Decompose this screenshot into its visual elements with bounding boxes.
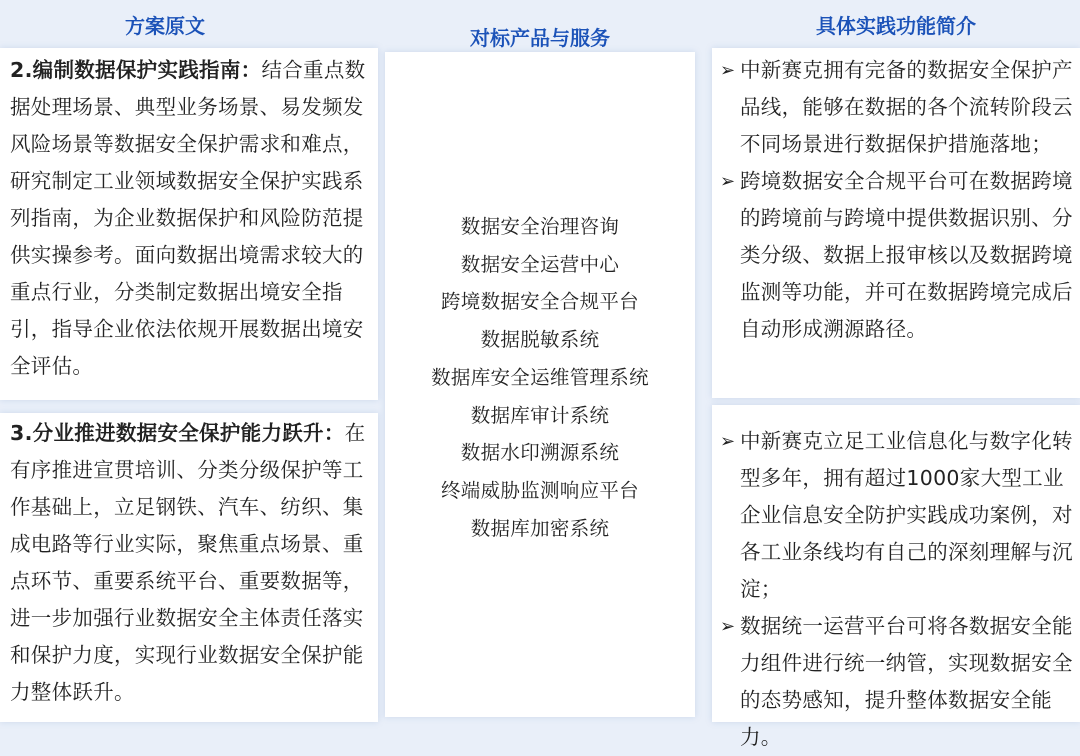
practice-list-item <box>720 608 1074 756</box>
product-item: 数据安全运营中心 <box>460 252 620 276</box>
practice-card-1 <box>712 48 1080 398</box>
original-text-card-2 <box>0 413 378 722</box>
original-text-paragraph-1 <box>10 52 370 385</box>
practice-list-item <box>720 52 1074 163</box>
practice-list-item <box>720 423 1074 608</box>
practice-card-2 <box>712 405 1080 749</box>
practice-item-text: 中新赛克拥有完备的数据安全保护产品线，能够在数据的各个流转阶段云不同场景进行数据保护措施落地； <box>740 58 1073 156</box>
product-item: 数据水印溯源系统 <box>460 441 620 465</box>
original-text-paragraph-2 <box>10 415 370 711</box>
header-original-text: 方案原文 <box>125 13 205 38</box>
paragraph-1-title: 2.编制数据保护实践指南： <box>10 58 262 82</box>
arrow-bullet-icon: ➢ <box>720 60 736 81</box>
product-item: 数据脱敏系统 <box>480 328 600 352</box>
practice-item-text: 中新赛克立足工业信息化与数字化转型多年，拥有超过1000家大型工业企业信息安全防护实践成功案例，对各工业条线均有自己的深刻理解与沉淀； <box>740 429 1073 601</box>
product-item: 数据库审计系统 <box>470 403 610 427</box>
product-item: 数据安全治理咨询 <box>460 215 620 238</box>
original-text-card-1 <box>0 48 378 400</box>
arrow-bullet-icon: ➢ <box>720 431 736 452</box>
arrow-bullet-icon: ➢ <box>720 171 736 192</box>
paragraph-1-body: 结合重点数据处理场景、典型业务场景、易发频发风险场景等数据安全保护需求和难点，研究制定工业领域数据安全保护实践系列指南，为企业数据保护和风险防范提供实操参考。面向数据出境需求较大的重点行业，分类制定数据出境安全指引，指导企业依法依规开展数据出境安全评估。 <box>10 58 366 378</box>
practice-item-text: 跨境数据安全合规平台可在数据跨境的跨境前与跨境中提供数据识别、分类分级、数据上报审核以及数据跨境监测等功能，并可在数据跨境完成后自动形成溯源路径。 <box>740 169 1073 341</box>
practice-item-text: 数据统一运营平台可将各数据安全能力组件进行统一纳管，实现数据安全的态势感知，提升整体数据安全能力。 <box>740 614 1073 749</box>
product-item: 数据库安全运维管理系统 <box>431 365 649 389</box>
product-item: 跨境数据安全合规平台 <box>440 290 639 314</box>
header-products: 对标产品与服务 <box>470 25 610 50</box>
practice-list-item <box>720 163 1074 348</box>
product-item: 终端威胁监测响应平台 <box>440 478 639 502</box>
header-practice: 具体实践功能简介 <box>816 13 976 38</box>
paragraph-2-body: 在有序推进宣贯培训、分类分级保护等工作基础上，立足钢铁、汽车、纺织、集成电路等行业实际，聚焦重点场景、重点环节、重要系统平台、重要数据等，进一步加强行业数据安全主体责任落实和保护力度，实现行业数据安全保护能力整体跃升。 <box>10 421 366 704</box>
paragraph-2-title: 3.分业推进数据安全保护能力跃升： <box>10 421 345 445</box>
product-item: 数据库加密系统 <box>470 516 610 540</box>
arrow-bullet-icon: ➢ <box>720 616 736 637</box>
products-card <box>385 52 695 717</box>
